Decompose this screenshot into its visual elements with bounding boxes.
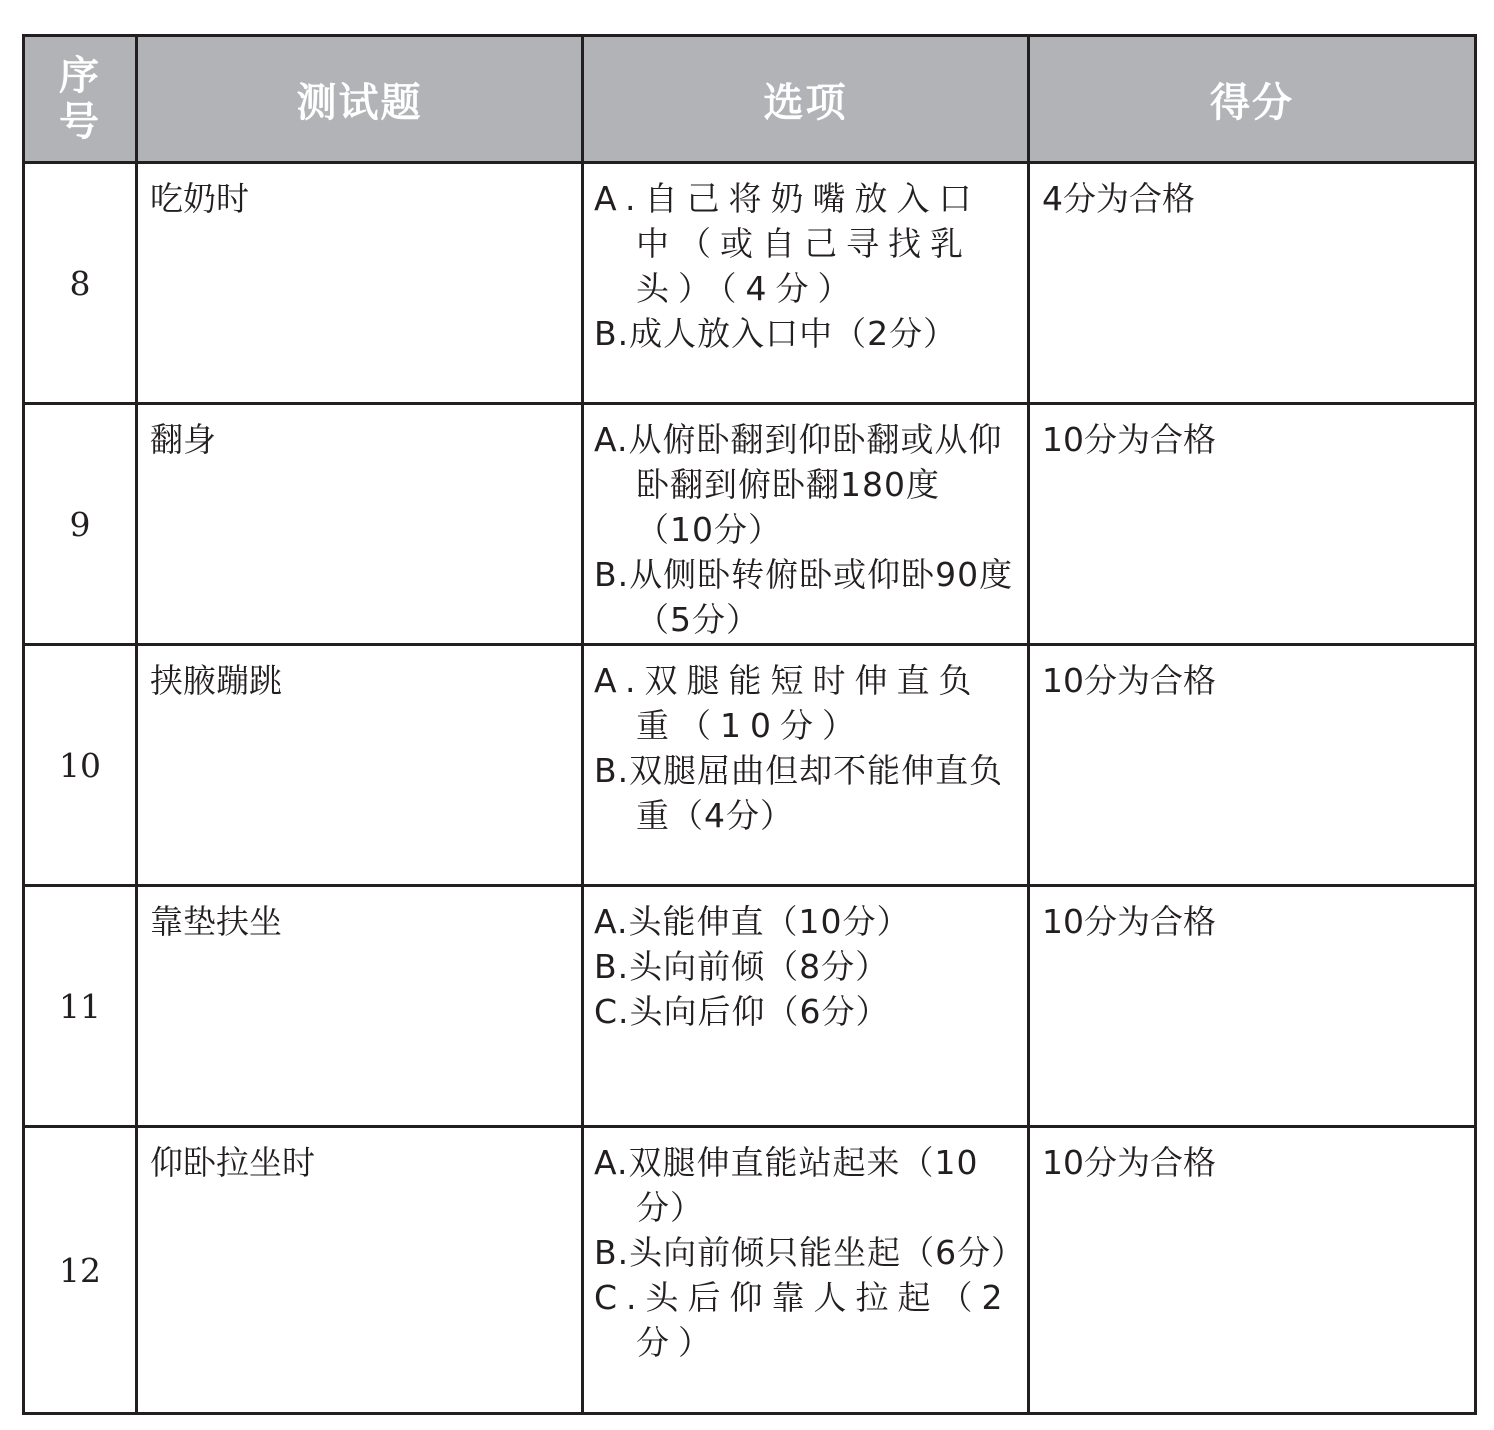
score-criterion: 10分为合格 — [1029, 645, 1476, 886]
options-cell — [583, 645, 1029, 886]
option-a: A.自己将奶嘴放入口中（或自己寻找乳头）（4分） — [594, 179, 981, 308]
option-c: C.头向后仰（6分） — [594, 992, 890, 1031]
score-criterion: 4分为合格 — [1029, 163, 1476, 404]
score-criterion: 10分为合格 — [1029, 1127, 1476, 1414]
header-options: 选项 — [583, 36, 1029, 163]
row-number: 11 — [24, 886, 137, 1127]
header-row — [24, 36, 1476, 163]
table-row — [24, 886, 1476, 1127]
score-criterion: 10分为合格 — [1029, 886, 1476, 1127]
header-serial-number — [24, 36, 137, 163]
test-item: 靠垫扶坐 — [137, 886, 583, 1127]
test-item: 吃奶时 — [137, 163, 583, 404]
table-row — [24, 163, 1476, 404]
row-number: 9 — [24, 404, 137, 645]
table-row — [24, 404, 1476, 645]
table-row — [24, 645, 1476, 886]
options-cell — [583, 1127, 1029, 1414]
option-a: A.双腿能短时伸直负重（10分） — [594, 661, 981, 745]
score-criterion: 10分为合格 — [1029, 404, 1476, 645]
row-number: 10 — [24, 645, 137, 886]
header-score: 得分 — [1029, 36, 1476, 163]
row-number: 8 — [24, 163, 137, 404]
option-a: A.双腿伸直能站起来（10分） — [594, 1143, 979, 1227]
test-item: 翻身 — [137, 404, 583, 645]
option-c: C.头后仰靠人拉起（2分） — [594, 1278, 1012, 1362]
assessment-table — [22, 34, 1477, 1415]
header-test-item: 测试题 — [137, 36, 583, 163]
option-b: B.双腿屈曲但却不能伸直负重（4分） — [594, 751, 1004, 835]
option-b: B.头向前倾（8分） — [594, 947, 890, 986]
header-serial-number-label: 序号 — [59, 53, 101, 145]
options-cell — [583, 404, 1029, 645]
option-b: B.从侧卧转俯卧或仰卧90度（5分） — [594, 555, 1014, 639]
option-b: B.成人放入口中（2分） — [594, 314, 958, 353]
test-item: 仰卧拉坐时 — [137, 1127, 583, 1414]
options-cell — [583, 163, 1029, 404]
test-item: 挟腋蹦跳 — [137, 645, 583, 886]
option-a: A.从俯卧翻到仰卧翻或从仰卧翻到俯卧翻180度（10分） — [594, 420, 1003, 549]
options-cell — [583, 886, 1029, 1127]
table-body — [24, 163, 1476, 1414]
table-header — [24, 36, 1476, 163]
row-number: 12 — [24, 1127, 137, 1414]
option-a: A.头能伸直（10分） — [594, 902, 911, 941]
option-b: B.头向前倾只能坐起（6分） — [594, 1233, 1026, 1272]
table-row — [24, 1127, 1476, 1414]
